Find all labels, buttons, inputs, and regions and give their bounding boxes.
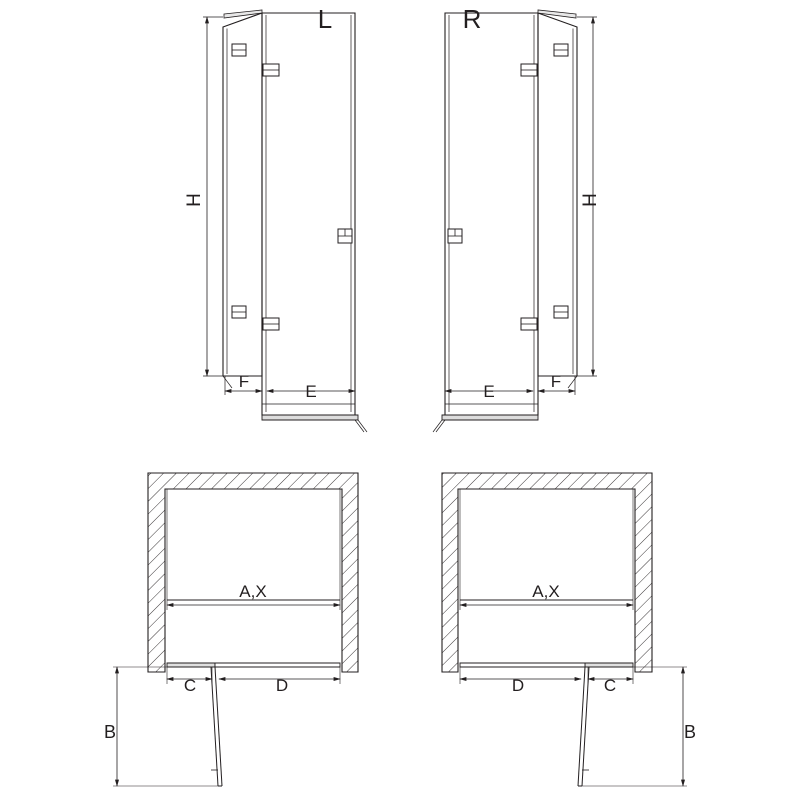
leader-line-3 <box>568 376 577 388</box>
hinge-group-right <box>554 44 568 318</box>
plan-left-view <box>113 473 358 786</box>
label-overall-right: A,X <box>532 582 560 601</box>
label-height-left: H <box>184 193 205 207</box>
label-door-plan-right: D <box>511 676 525 695</box>
label-variant-left: L <box>317 4 333 34</box>
hinge-group-door-left <box>263 64 279 330</box>
bottom-profile-right <box>442 415 538 420</box>
label-fixed-right: F <box>550 372 562 391</box>
plan-fixed-panel <box>585 663 633 667</box>
leader-line-3 <box>223 376 232 388</box>
bottom-profile-left <box>262 415 358 420</box>
plan-door-open-line-2 <box>211 667 218 786</box>
hinge-group-door-right <box>521 64 537 330</box>
plan-fixed-panel <box>167 663 215 667</box>
label-door-right: E <box>483 382 495 401</box>
elevation-right-view <box>433 10 597 432</box>
label-door-plan-left: D <box>275 676 289 695</box>
wall-hatch <box>442 473 652 672</box>
dimension-b-right <box>578 667 687 786</box>
wall-hatch <box>148 473 358 672</box>
label-variant-right: R <box>462 4 482 34</box>
hinge-group-left <box>232 44 246 318</box>
top-wall-profile <box>538 10 576 18</box>
plan-door-open-line <box>215 667 222 786</box>
handle-icon <box>448 229 462 243</box>
label-depth-left: B <box>103 722 117 742</box>
label-door-left: E <box>305 382 317 401</box>
dimension-b-left <box>113 667 222 786</box>
elevation-left-view <box>203 10 367 432</box>
fixed-panel-right <box>538 13 577 376</box>
label-height-right: H <box>580 193 601 207</box>
label-fixed-left: F <box>238 372 250 391</box>
label-fixed-plan-right: C <box>603 676 617 695</box>
plan-door-open-line <box>578 667 585 786</box>
dimension-height-left <box>203 17 223 376</box>
label-depth-right: B <box>683 722 697 742</box>
handle-icon <box>338 229 352 243</box>
plan-door-leaf <box>460 663 585 667</box>
plan-door-leaf <box>215 663 340 667</box>
fixed-panel-left <box>223 13 262 376</box>
plan-right-view <box>442 473 687 786</box>
top-wall-profile <box>224 10 262 18</box>
label-fixed-plan-left: C <box>183 676 197 695</box>
label-overall-left: A,X <box>239 582 267 601</box>
plan-door-open-line-2 <box>582 667 589 786</box>
